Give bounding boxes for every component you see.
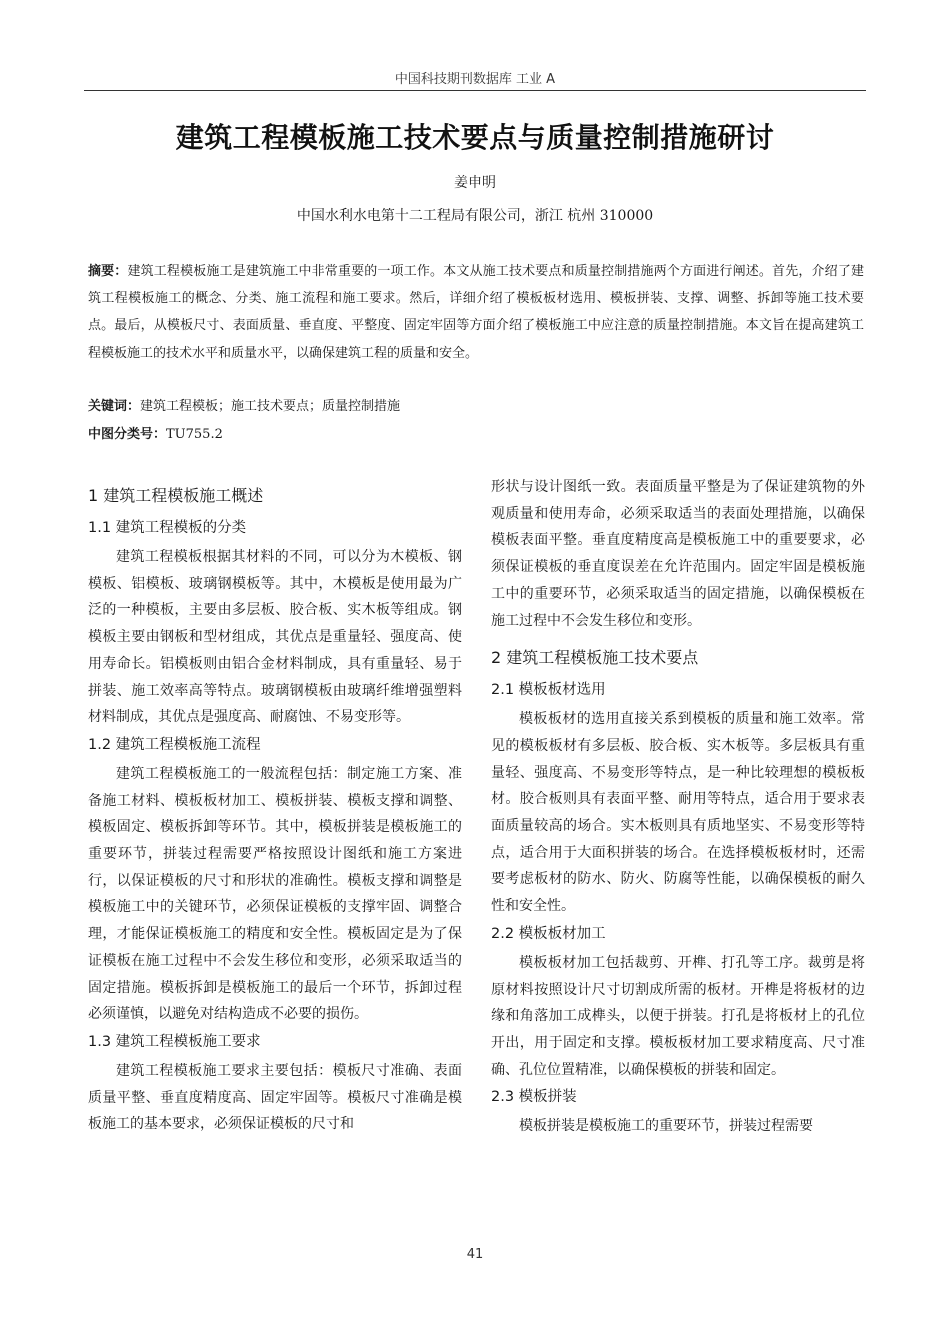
subsection-heading: 2.2 模板板材加工 <box>491 925 606 942</box>
left-column <box>88 478 462 1138</box>
paragraph: 建筑工程模板根据其材料的不同，可以分为木模板、钢模板、铝模板、玻璃钢模板等。其中，木模板是使用最为广泛的一种模板，主要由多层板、胶合板、实木板等组成。钢模板主要由钢板和型材组成，其优点是重量轻、强度高、使用寿命长。铝模板则由铝合金材料制成，具有重量轻、易于拼装、施工效率高等特点。玻璃钢模板由玻璃纤维增强塑料材料制成，其优点是强度高、耐腐蚀、不易变形等。 <box>88 549 462 726</box>
classification-label: 中图分类号： <box>88 427 167 442</box>
page-number: 41 <box>466 1247 484 1262</box>
paragraph: 形状与设计图纸一致。表面质量平整是为了保证建筑物的外观质量和使用寿命，必须采取适当的表面处理措施，以确保模板表面平整。垂直度精度高是模板施工中的重要要求，必须保证模板的垂直度误差在允许范围内。固定牢固是模板施工中的重要环节，必须采取适当的固定措施，以确保模板在施工过程中不会发生移位和变形。 <box>491 479 865 629</box>
paragraph: 模板板材加工包括裁剪、开榫、打孔等工序。裁剪是将原材料按照设计尺寸切割成所需的板材。开榫是将板材的边缘和角落加工成榫头，以便于拼装。打孔是将板材上的孔位开出，用于固定和支撑。模板板材加工要求精度高、尺寸准确、孔位位置精准，以确保模板的拼装和固定。 <box>491 954 865 1078</box>
abstract <box>88 258 864 367</box>
classification-text: TU755.2 <box>166 427 223 442</box>
paragraph: 建筑工程模板施工要求主要包括：模板尺寸准确、表面质量平整、垂直度精度高、固定牢固等。模板尺寸准确是模板施工的基本要求，必须保证模板的尺寸和 <box>88 1062 462 1133</box>
keywords-text: 建筑工程模板；施工技术要点；质量控制措施 <box>140 399 401 414</box>
paragraph: 模板拼装是模板施工的重要环节，拼装过程需要 <box>519 1118 813 1135</box>
subsection-heading: 1.1 建筑工程模板的分类 <box>88 520 247 536</box>
author: 姜申明 <box>454 175 496 191</box>
classification <box>88 423 864 442</box>
subsection-heading: 1.2 建筑工程模板施工流程 <box>88 736 261 753</box>
header-rule <box>84 90 866 91</box>
keywords-label: 关键词： <box>88 399 141 414</box>
abstract-text: 建筑工程模板施工是建筑施工中非常重要的一项工作。本文从施工技术要点和质量控制措施两个方面进行阐述。首先，介绍了建筑工程模板施工的概念、分类、施工流程和施工要求。然后，详细介绍了模板板材选用、模板拼装、支撑、调整、拆卸等施工技术要点。最后，从模板尺寸、表面质量、垂直度、平整度、固定牢固等方面介绍了模板施工中应注意的质量控制措施。本文旨在提高建筑工程模板施工的技术水平和质量水平，以确保建筑工程的质量和安全。 <box>88 264 864 361</box>
paper-title: 建筑工程模板施工技术要点与质量控制措施研讨 <box>175 121 775 154</box>
section-heading: 1 建筑工程模板施工概述 <box>88 486 264 505</box>
keywords <box>88 395 864 414</box>
subsection-heading: 2.1 模板板材选用 <box>491 682 606 699</box>
paragraph: 建筑工程模板施工的一般流程包括：制定施工方案、准备施工材料、模板板材加工、模板拼装、模板支撑和调整、模板固定、模板拆卸等环节。其中，模板拼装是模板施工的重要环节，拼装过程需要严格按照设计图纸和施工方案进行，以保证模板的尺寸和形状的准确性。模板支撑和调整是模板施工中的关键环节，必须保证模板的支撑牢固、调整合理，才能保证模板施工的精度和安全性。模板固定是为了保证模板在施工过程中不会发生移位和变形，必须采取适当的固定措施。模板拆卸是模板施工的最后一个环节，拆卸过程必须谨慎，以避免对结构造成不必要的损伤。 <box>88 765 462 1023</box>
section-heading: 2 建筑工程模板施工技术要点 <box>491 648 699 668</box>
running-header: 中国科技期刊数据库 工业 A <box>394 72 556 87</box>
subsection-heading: 2.3 模板拼装 <box>491 1089 577 1106</box>
paragraph: 模板板材的选用直接关系到模板的质量和施工效率。常见的模板板材有多层板、胶合板、实木板等。多层板具有重量轻、强度高、不易变形等特点，是一种比较理想的模板板材。胶合板则具有表面平整、耐用等特点，适合用于要求表面质量较高的场合。实木板则具有质地坚实、不易变形等特点，适合用于大面积拼装的场合。在选择模板板材时，还需要考虑板材的防水、防火、防腐等性能，以确保模板的耐久性和安全性。 <box>491 711 865 915</box>
subsection-heading: 1.3 建筑工程模板施工要求 <box>88 1033 261 1050</box>
affiliation: 中国水利水电第十二工程局有限公司，浙江 杭州 310000 <box>296 208 654 224</box>
abstract-label: 摘要： <box>88 264 128 279</box>
right-column <box>491 474 865 1140</box>
